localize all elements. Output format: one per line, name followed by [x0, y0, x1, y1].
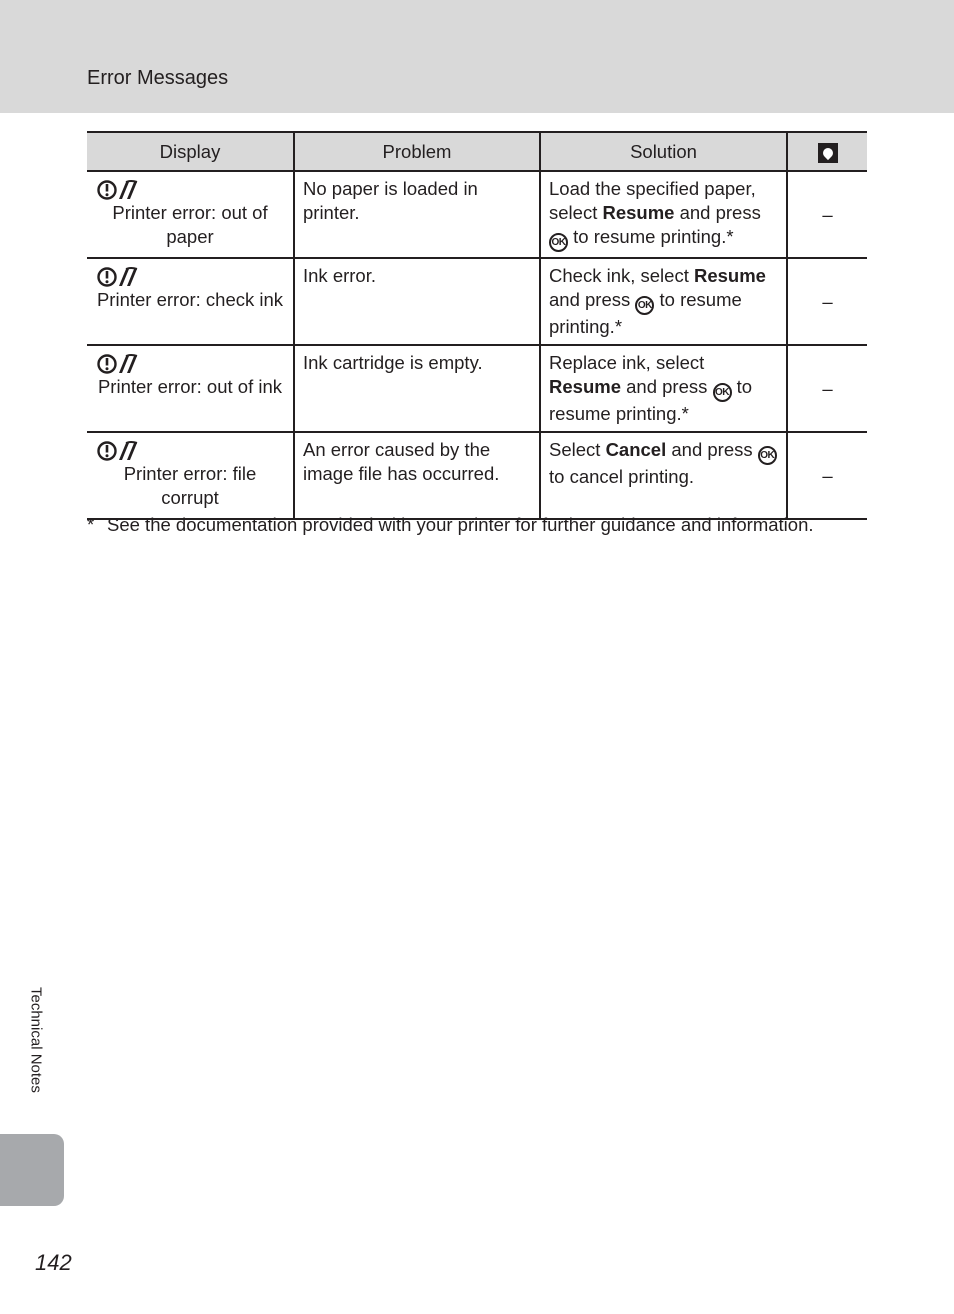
- error-messages-table: [87, 131, 867, 520]
- display-cell: [87, 432, 294, 519]
- ok-button-icon: OK: [549, 233, 568, 252]
- table-row: [87, 432, 867, 519]
- display-message: Printer error: file corrupt: [123, 463, 257, 508]
- table-row: [87, 171, 867, 258]
- reference-cell: [787, 432, 867, 519]
- ok-button-icon: OK: [635, 296, 654, 315]
- display-cell: [87, 345, 294, 432]
- reference-cell: [787, 258, 867, 345]
- solution-text-pre: Replace ink, select: [549, 352, 705, 373]
- footnote-text: See the documentation provided with your printer for further guidance and information.: [107, 514, 814, 535]
- problem-text: An error caused by the image file has occurred.: [303, 439, 500, 484]
- table-row: [87, 258, 867, 345]
- reference-value: –: [822, 290, 833, 312]
- solution-text-post: to resume printing.*: [549, 376, 753, 424]
- solution-text-pre: Load the specified paper, select: [549, 178, 756, 223]
- solution-text-mid: and press: [620, 376, 713, 397]
- solution-text-mid: and press: [549, 289, 636, 310]
- printer-error-icon: [97, 178, 139, 199]
- column-header-reference: [787, 132, 867, 171]
- ok-button-icon: OK: [713, 383, 732, 402]
- footnote-mark: *: [87, 514, 95, 535]
- table-row: [87, 345, 867, 432]
- solution-cell: [540, 345, 787, 432]
- reference-value: –: [822, 203, 833, 225]
- reference-cell: [787, 345, 867, 432]
- footnote: [87, 514, 814, 536]
- column-header-problem: Problem: [294, 132, 540, 171]
- printer-error-icon: [97, 439, 139, 460]
- solution-text-mid: and press: [666, 439, 758, 460]
- page-number: 142: [35, 1250, 72, 1275]
- solution-cell: [540, 258, 787, 345]
- ok-button-icon: OK: [758, 446, 777, 465]
- solution-cell: [540, 171, 787, 258]
- problem-text: No paper is loaded in printer.: [303, 178, 478, 223]
- problem-text: Ink error.: [303, 265, 376, 286]
- display-message: Printer error: check ink: [96, 289, 284, 310]
- printer-error-icon: [97, 265, 139, 286]
- display-message: Printer error: out of paper: [112, 202, 268, 247]
- section-title: Error Messages: [87, 67, 229, 89]
- header-band: [0, 0, 954, 113]
- solution-action: Resume: [602, 202, 675, 223]
- problem-cell: [294, 258, 540, 345]
- solution-cell: [540, 432, 787, 519]
- solution-action: Cancel: [605, 439, 667, 460]
- problem-cell: [294, 171, 540, 258]
- page-reference-icon: [818, 143, 838, 163]
- solution-text-pre: Check ink, select: [549, 265, 694, 286]
- solution-text-post: to resume printing.*: [568, 226, 734, 247]
- column-header-display: Display: [87, 132, 294, 171]
- table-header-row: [87, 132, 867, 171]
- display-cell: [87, 258, 294, 345]
- solution-action: Resume: [549, 376, 621, 397]
- reference-cell: [787, 171, 867, 258]
- reference-value: –: [822, 377, 833, 399]
- problem-cell: [294, 432, 540, 519]
- side-tab: [0, 1134, 64, 1206]
- side-tab-label: Technical Notes: [27, 987, 45, 1093]
- printer-error-icon: [97, 352, 139, 373]
- reference-value: –: [822, 464, 833, 486]
- solution-text-pre: Select: [549, 439, 606, 460]
- column-header-solution: Solution: [540, 132, 787, 171]
- solution-text-mid: and press: [674, 202, 761, 223]
- solution-text-post: to resume printing.*: [549, 289, 742, 337]
- problem-text: Ink cartridge is empty.: [303, 352, 483, 373]
- solution-action: Resume: [693, 265, 766, 286]
- display-cell: [87, 171, 294, 258]
- display-message: Printer error: out of ink: [97, 376, 283, 397]
- problem-cell: [294, 345, 540, 432]
- solution-text-post: to cancel printing.: [549, 466, 695, 487]
